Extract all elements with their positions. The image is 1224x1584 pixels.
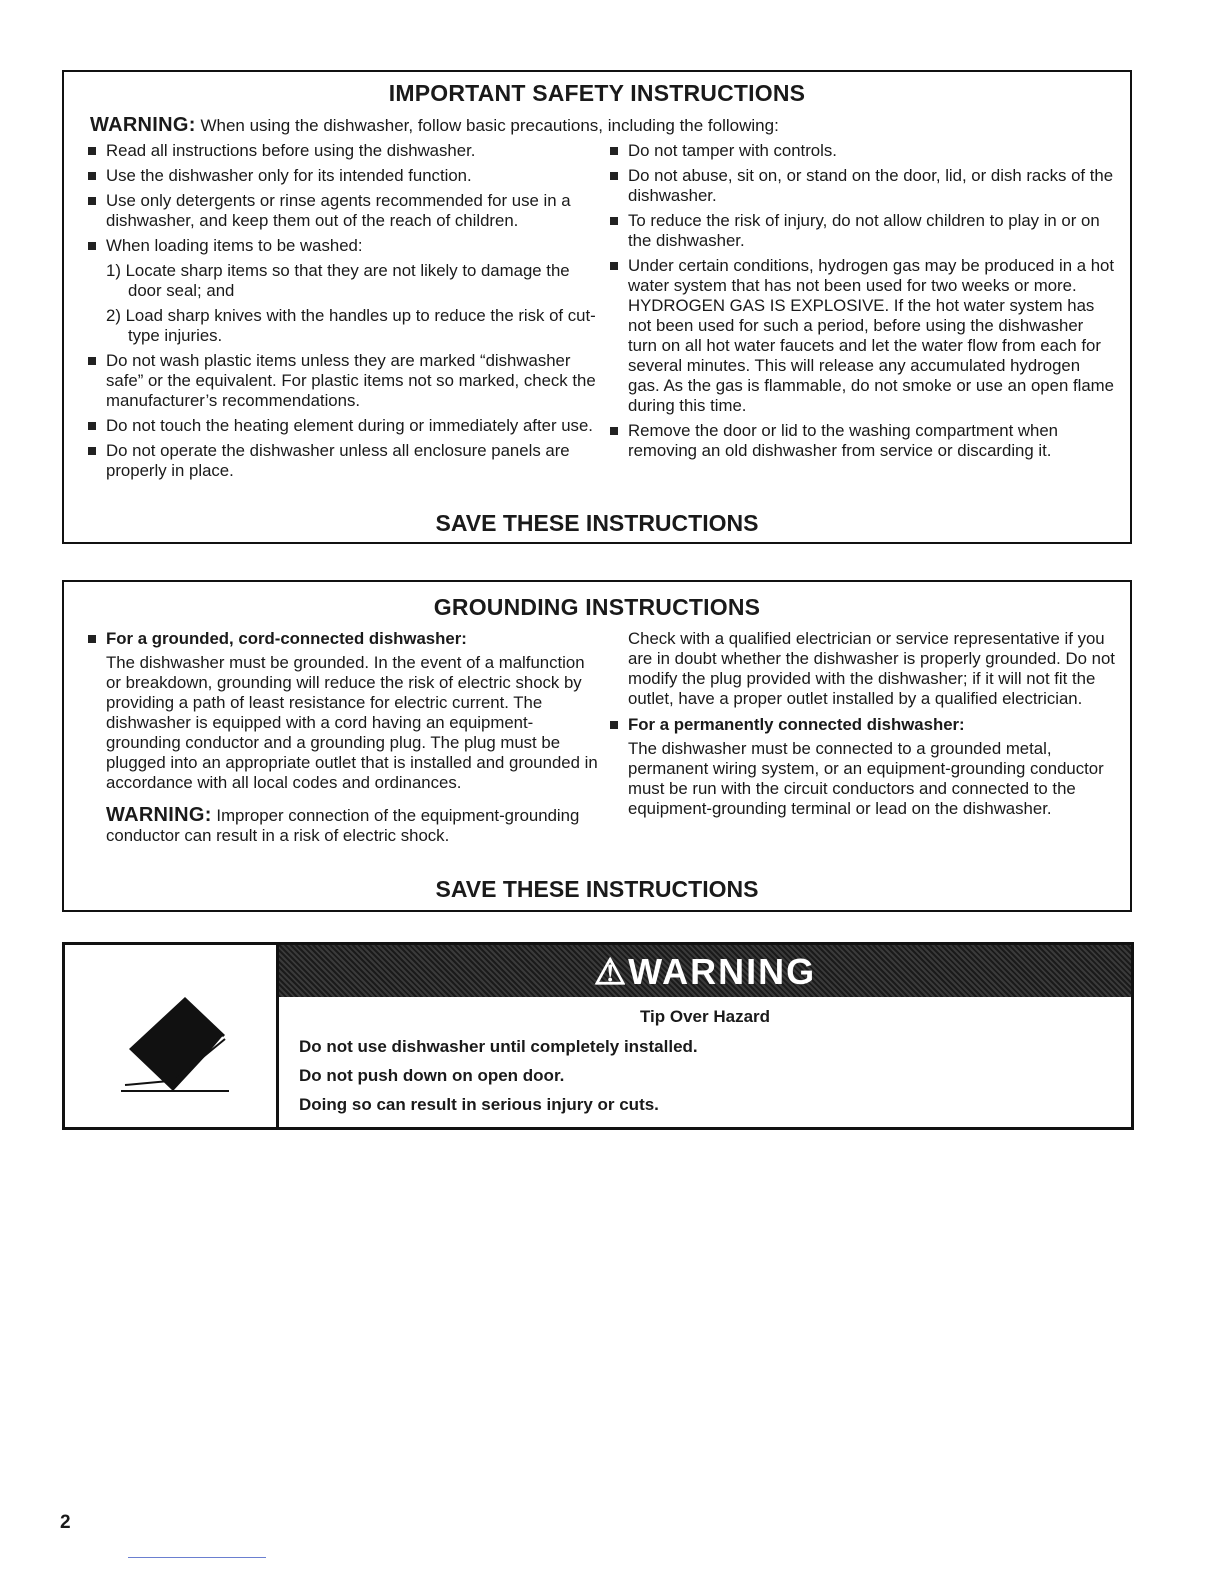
bullet-icon [88,147,96,155]
bullet-icon [88,197,96,205]
warning-body [299,1007,1111,1124]
list-item: Do not touch the heating element during or immediately after use. [88,416,598,436]
warning-header-text: WARNING [628,951,817,992]
list-item: For a permanently connected dishwasher: [610,715,1116,735]
grounding-title: GROUNDING INSTRUCTIONS [433,594,761,620]
warning-line: Doing so can result in serious injury or cuts. [299,1095,659,1114]
bullet-icon [610,721,618,729]
safety-title: IMPORTANT SAFETY INSTRUCTIONS [388,80,806,106]
list-item: Do not operate the dishwasher unless all enclosure panels are properly in place. [88,441,598,481]
safety-warning-line [90,114,779,137]
bullet-icon [88,242,96,250]
list-item: Read all instructions before using the dishwasher. [88,141,598,161]
warning-triangle-icon: ⚠ [593,951,629,992]
sub-list-item: 1) Locate sharp items so that they are not likely to damage the door seal; and [106,261,570,300]
grounding-warning [88,805,598,846]
safety-right-column [610,141,1116,466]
bullet-icon [88,447,96,455]
permanent-paragraph: The dishwasher must be connected to a grounded metal, permanent wiring system, or an equipment-grounding conductor must be run with the circuit conductors and connected to the equipment-grounding terminal or lead on the dishwasher. [628,739,1104,818]
grounding-instructions-box [62,580,1132,912]
bullet-icon [610,147,618,155]
bullet-icon [610,217,618,225]
list-item: Remove the door or lid to the washing compartment when removing an old dishwasher from service or discarding it. [610,421,1116,461]
grounding-left-column [88,629,598,846]
bullet-icon [610,262,618,270]
corded-paragraph: The dishwasher must be grounded. In the event of a malfunction or breakdown, grounding will reduce the risk of electric shock by providing a path of least resistance for electric current. The dishwasher is equipped with a cord having an equipment-grounding conductor and a grounding plug. The plug must be plugged into an appropriate outlet that is installed and grounded in accordance with all local codes and ordinances. [106,653,598,792]
bullet-icon [88,635,96,643]
warning-label: WARNING: [90,114,196,136]
list-item: When loading items to be washed: [88,236,598,256]
save-instructions-heading: SAVE THESE INSTRUCTIONS [435,510,759,536]
save-instructions-heading: SAVE THESE INSTRUCTIONS [435,876,759,902]
bullet-icon [88,172,96,180]
bullet-icon [88,357,96,365]
list-item: Do not tamper with controls. [610,141,1116,161]
list-item: For a grounded, cord-connected dishwasher: [88,629,598,649]
list-item: Do not abuse, sit on, or stand on the door, lid, or dish racks of the dishwasher. [610,166,1116,206]
list-item: Under certain conditions, hydrogen gas may be produced in a hot water system that has not been used for two weeks or more. HYDROGEN GAS IS EXPLOSIVE. If the hot water system has not been used for such a period, before using the dishwasher turn on all hot water faucets and let the water flow from each for several minutes. This will release any accumulated hydrogen gas. As the gas is flammable, do not smoke or use an open flame during this time. [610,256,1116,416]
warning-label: WARNING: [106,804,212,826]
tip-over-warning-box [62,942,1134,1130]
bullet-icon [610,172,618,180]
warning-text: Improper connection of the equipment-grounding conductor can result in a risk of electric shock. [106,806,580,845]
safety-left-column [88,141,598,486]
warning-text: When using the dishwasher, follow basic precautions, including the following: [200,116,779,135]
bullet-icon [88,422,96,430]
warning-icon-area [65,945,279,1127]
sub-list-item: 2) Load sharp knives with the handles up to reduce the risk of cut-type injuries. [106,306,596,345]
warning-line: Do not push down on open door. [299,1066,565,1085]
tip-over-hazard-icon [65,945,276,1127]
warning-header [279,945,1131,997]
footer-rule [128,1557,266,1558]
warning-line: Do not use dishwasher until completely installed. [299,1037,698,1056]
safety-instructions-box [62,70,1132,544]
hazard-title: Tip Over Hazard [639,1007,771,1026]
list-item: Use the dishwasher only for its intended function. [88,166,598,186]
bullet-icon [610,427,618,435]
check-paragraph: Check with a qualified electrician or service representative if you are in doubt whether the dishwasher is properly grounded. Do not modify the plug provided with the dishwasher; if it will not fit the outlet, have a proper outlet installed by a qualified electrician. [628,629,1115,708]
page-number: 2 [60,1512,71,1533]
list-item: Use only detergents or rinse agents recommended for use in a dishwasher, and keep them out of the reach of children. [88,191,598,231]
list-item: To reduce the risk of injury, do not allow children to play in or on the dishwasher. [610,211,1116,251]
grounding-right-column [610,629,1116,819]
list-item: Do not wash plastic items unless they are marked “dishwasher safe” or the equivalent. For plastic items not so marked, check the manufacturer’s recommendations. [88,351,598,411]
